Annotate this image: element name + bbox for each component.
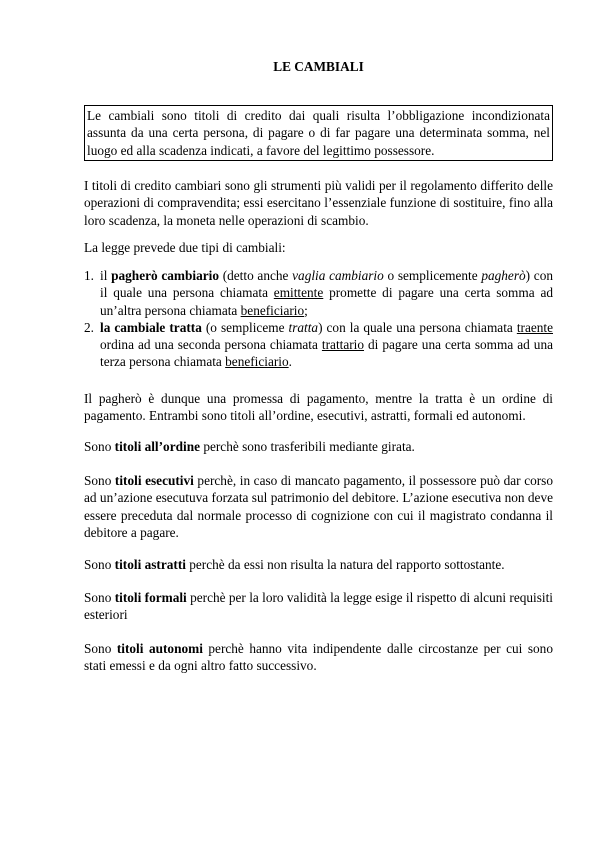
text-run: Sono: [84, 557, 115, 572]
text-run: Sono: [84, 439, 115, 454]
term-traente: traente: [516, 319, 553, 335]
text-run: Sono: [84, 641, 117, 656]
text-run: promette di pagare una certa somma ad un’altra persona chiamata: [100, 285, 553, 318]
term-titoli-esecutivi: titoli esecutivi: [114, 473, 194, 488]
text-run: di pagare una certa somma ad una terza persona chiamata: [100, 337, 554, 370]
term-titoli-astratti: titoli astratti: [114, 557, 186, 572]
list-item-paghero: [84, 267, 553, 319]
term-tratta: tratta: [288, 319, 319, 335]
formali-paragraph: [84, 589, 553, 624]
term-vaglia-cambiario: vaglia cambiario: [292, 268, 384, 283]
text-run: ) con il quale una persona chiamata: [100, 268, 553, 301]
term-paghero: pagherò: [481, 268, 526, 283]
text-run: perchè sono trasferibili mediante girata.: [200, 439, 415, 454]
types-intro-paragraph: La legge prevede due tipi di cambiali:: [84, 240, 286, 255]
definition-box: Le cambiali sono titoli di credito dai quali risulta l’obbligazione incondizionata assunta da una certa persona, di pagare o di far pagare una determinata somma, nel luogo ed alla scadenza indicati, a favore del legittimo possessore.: [84, 105, 553, 161]
term-cambiale-tratta: la cambiale tratta: [100, 319, 202, 335]
term-trattario: trattario: [321, 337, 365, 353]
text-run: .: [288, 354, 292, 370]
summary-paragraph: Il pagherò è dunque una promessa di pagamento, mentre la tratta è un ordine di pagamento. Entrambi sono titoli all’ordine, esecutivi, astratti, formali ed autonomi.: [84, 391, 553, 424]
text-run: perchè, in caso di mancato pagamento, il possessore può dar corso ad un’azione esecutuva forzata sul patrimonio del debitore. L’azione esecutiva non deve essere preceduta dal normale processo di cognizione con cui il magistrato condanna il debitore a pagare.: [84, 473, 553, 540]
esecutivi-paragraph: [84, 472, 553, 541]
list-item-tratta: [84, 319, 553, 371]
text-run: perchè da essi non risulta la natura del rapporto sottostante.: [185, 557, 505, 572]
text-run: (detto anche: [218, 268, 293, 283]
term-beneficiario: beneficiario: [240, 302, 305, 318]
term-paghero-cambiario: pagherò cambiario: [111, 268, 219, 283]
astratti-paragraph: [84, 556, 553, 573]
text-run: Sono: [84, 590, 115, 605]
text-run: perchè per la loro validità la legge esige il rispetto di alcuni requisiti esteriori: [84, 590, 553, 623]
text-run: Sono: [84, 473, 115, 488]
text-run: (o sempliceme: [201, 319, 289, 335]
page-title: LE CAMBIALI: [273, 59, 364, 74]
text-run: ordina ad una seconda persona chiamata: [100, 337, 322, 353]
text-run: perchè hanno vita indipendente dalle circostanze per cui sono stati emessi e da ogni altro fatto successivo.: [84, 641, 553, 674]
text-run: ;: [304, 302, 308, 318]
list-item-number: 2.: [84, 319, 94, 335]
list-item-number: 1.: [84, 268, 94, 283]
text-run: o semplicemente: [383, 268, 482, 283]
ordine-paragraph: [84, 438, 553, 455]
term-titoli-formali: titoli formali: [114, 590, 187, 605]
term-titoli-all-ordine: titoli all’ordine: [114, 439, 200, 454]
text-run: ) con la quale una persona chiamata: [318, 319, 517, 335]
term-beneficiario: beneficiario: [225, 354, 289, 370]
intro-paragraph: I titoli di credito cambiari sono gli strumenti più validi per il regolamento differito delle operazioni di compravendita; essi esercitano l’essenziale funzione di sostituire, fino alla loro scadenza, la moneta nelle operazioni di scambio.: [84, 178, 553, 228]
term-emittente: emittente: [273, 285, 324, 301]
types-list: [84, 267, 553, 371]
text-run: il: [100, 268, 112, 283]
autonomi-paragraph: [84, 640, 553, 675]
term-titoli-autonomi: titoli autonomi: [116, 641, 203, 656]
